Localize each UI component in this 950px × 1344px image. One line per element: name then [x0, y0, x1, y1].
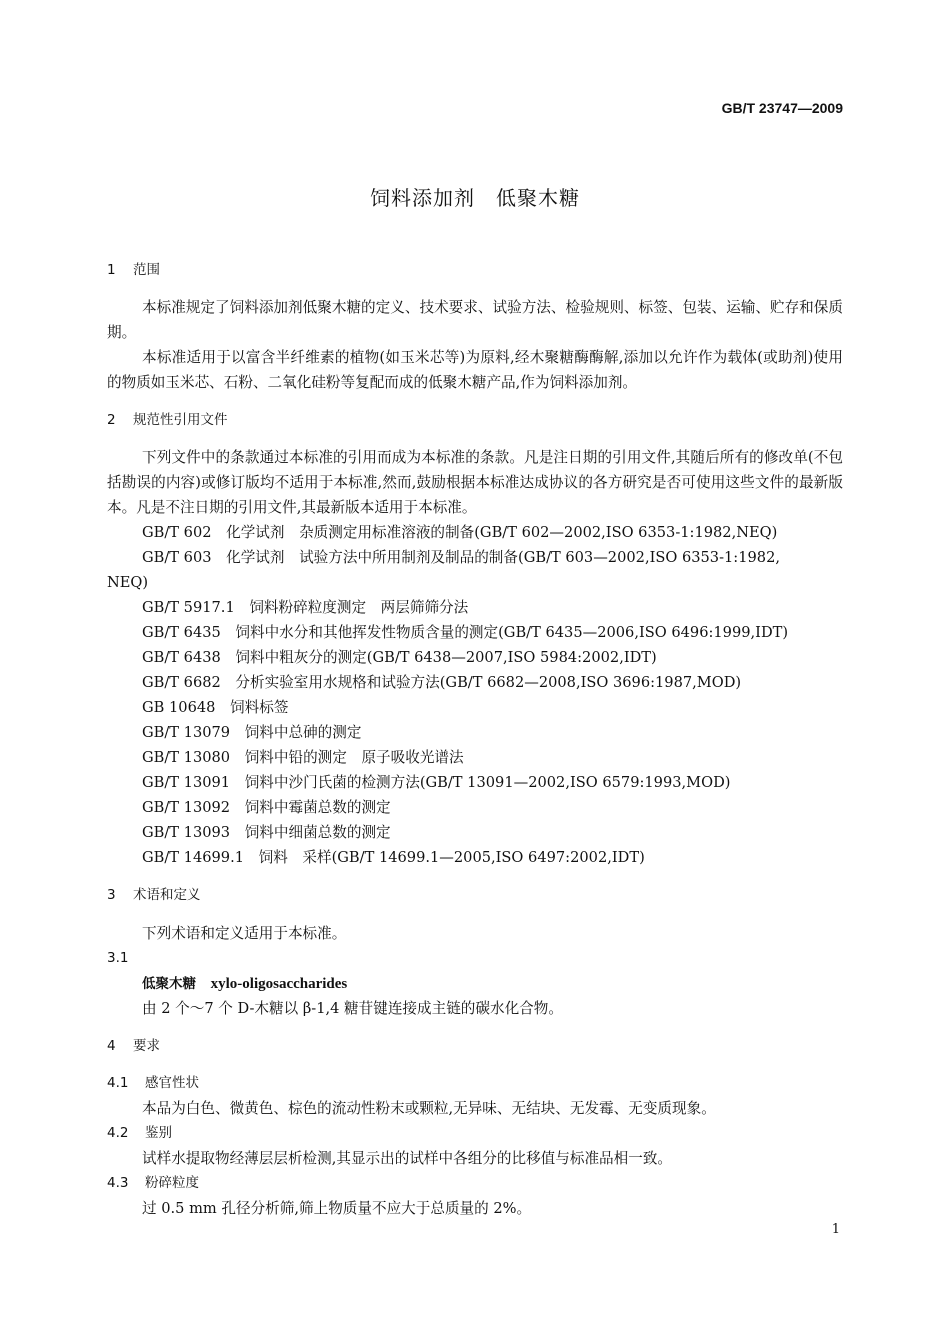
reference-item: GB/T 13091 饲料中沙门氏菌的检测方法(GB/T 13091—2002,ISO 6579:1993,MOD): [142, 774, 731, 791]
paragraph: 下列文件中的条款通过本标准的引用而成为本标准的条款。凡是注日期的引用文件,其随后所有的修改单(不包括勘误的内容)或修订版均不适用于本标准,然而,鼓励根据本标准达成协议的各方研究是否可使用这些文件的最新版本。凡是不注日期的引用文件,其最新版本适用于本标准。: [107, 449, 843, 516]
section-2-heading: [107, 408, 843, 433]
document-title: 饲料添加剂 低聚木糖: [370, 186, 580, 210]
standard-number: GB/T 23747—2009: [721, 100, 843, 116]
term-definition: 由 2 个～7 个 D-木糖以 β-1,4 糖苷键连接成主链的碳水化合物。: [142, 1000, 563, 1017]
paragraph: 试样水提取物经薄层层析检测,其显示出的试样中各组分的比移值与标准品相一致。: [142, 1150, 673, 1167]
subsection-number: 3.1: [107, 950, 129, 966]
subsection-title: 粉碎粒度: [145, 1175, 199, 1191]
paragraph: 本标准规定了饲料添加剂低聚木糖的定义、技术要求、试验方法、检验规则、标签、包装、运输、贮存和保质期。: [107, 299, 843, 341]
reference-item: GB/T 13080 饲料中铅的测定 原子吸收光谱法: [142, 749, 464, 766]
section-title: 要求: [133, 1038, 160, 1054]
paragraph: 下列术语和定义适用于本标准。: [142, 925, 347, 942]
subsection-title: 感官性状: [145, 1075, 199, 1091]
reference-item: GB/T 603 化学试剂 试验方法中所用制剂及制品的制备(GB/T 603—2002,ISO 6353-1:1982,: [142, 549, 781, 566]
subsection-number: 4.3: [107, 1175, 129, 1191]
subsection-heading: [107, 1071, 843, 1096]
section-number: 3: [107, 887, 116, 903]
paragraph: 本标准适用于以富含半纤维素的植物(如玉米芯等)为原料,经木聚糖酶酶解,添加以允许作为载体(或助剂)使用的物质如玉米芯、石粉、二氧化硅粉等复配而成的低聚木糖产品,作为饲料添加剂。: [107, 349, 843, 391]
section-4-heading: [107, 1034, 843, 1059]
reference-item: GB/T 602 化学试剂 杂质测定用标准溶液的制备(GB/T 602—2002,ISO 6353-1:1982,NEQ): [142, 524, 778, 541]
reference-item: GB/T 6682 分析实验室用水规格和试验方法(GB/T 6682—2008,ISO 3696:1987,MOD): [142, 674, 742, 691]
reference-item: GB/T 13079 饲料中总砷的测定: [142, 724, 362, 741]
section-title: 术语和定义: [133, 887, 201, 903]
section-number: 4: [107, 1038, 116, 1054]
term-chinese: 低聚木糖: [142, 976, 196, 992]
subsection-heading: [107, 1171, 843, 1196]
subsection-number: 4.2: [107, 1125, 129, 1141]
section-title: 范围: [133, 262, 160, 278]
term: [142, 971, 843, 997]
reference-item: GB/T 13093 饲料中细菌总数的测定: [142, 824, 391, 841]
section-3-heading: [107, 883, 843, 908]
subsection-number: 4.1: [107, 1075, 129, 1091]
reference-item: GB 10648 饲料标签: [142, 699, 289, 716]
paragraph: 过 0.5 mm 孔径分析筛,筛上物质量不应大于总质量的 2%。: [142, 1200, 532, 1217]
reference-item: GB/T 6435 饲料中水分和其他挥发性物质含量的测定(GB/T 6435—2006,ISO 6496:1999,IDT): [142, 624, 789, 641]
term-english: xylo-oligosaccharides: [210, 976, 348, 992]
reference-item: GB/T 14699.1 饲料 采样(GB/T 14699.1—2005,ISO 6497:2002,IDT): [142, 849, 645, 866]
subsection-title: 鉴别: [145, 1125, 172, 1141]
paragraph: 本品为白色、微黄色、棕色的流动性粉末或颗粒,无异味、无结块、无发霉、无变质现象。: [142, 1100, 716, 1117]
section-number: 2: [107, 412, 116, 428]
reference-item: GB/T 5917.1 饲料粉碎粒度测定 两层筛筛分法: [142, 599, 469, 616]
page-number: 1: [831, 1222, 840, 1237]
section-number: 1: [107, 262, 116, 278]
section-title: 规范性引用文件: [133, 412, 228, 428]
reference-item-continued: NEQ): [107, 574, 149, 591]
subsection-heading: [107, 1121, 843, 1146]
reference-item: GB/T 6438 饲料中粗灰分的测定(GB/T 6438—2007,ISO 5984:2002,IDT): [142, 649, 657, 666]
section-1-heading: [107, 258, 843, 283]
reference-item: GB/T 13092 饲料中霉菌总数的测定: [142, 799, 391, 816]
